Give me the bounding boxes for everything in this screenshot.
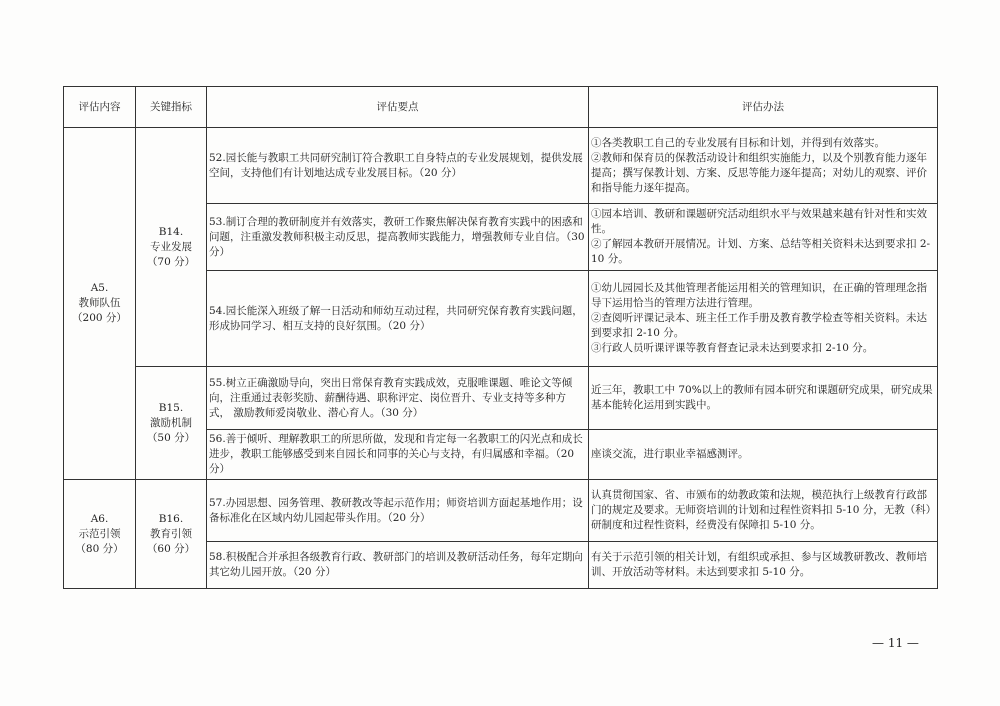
indicator-b15 — [136, 367, 207, 480]
evaluation-point: 52.园长能与教职工共同研究制订符合教职工自身特点的专业发展规划，提供发展空间，支持他们有计划地达成专业发展目标。（20 分） — [207, 128, 589, 204]
category-name: A6. — [90, 512, 109, 525]
table-row — [64, 128, 938, 204]
evaluation-table — [63, 86, 938, 589]
evaluation-method: 近三年，教职工中 70%以上的教师有园本研究和课题研究成果，研究成果基本能转化运用到实践中。 — [589, 367, 938, 430]
table-row — [64, 480, 938, 542]
method-line: ①各类教职工自己的专业发展有目标和计划，并得到有效落实。 — [591, 136, 885, 149]
indicator-score: （50 分） — [146, 431, 196, 444]
category-a5 — [64, 128, 136, 480]
category-a6 — [64, 480, 136, 589]
evaluation-method — [589, 271, 938, 367]
indicator-title: 专业发展 — [150, 240, 192, 253]
header-method: 评估办法 — [589, 87, 938, 128]
evaluation-point: 55.树立正确激励导向，突出日常保育教育实践成效，克服唯课题、唯论文等倾向，注重通过表彰奖励、薪酬待遇、职称评定、岗位晋升、专业支持等多种方式， 激励教师爱岗敬业、潜心育人。（30 分） — [207, 367, 589, 430]
indicator-code: B14. — [158, 225, 184, 238]
method-line: ①幼儿园园长及其他管理者能运用相关的管理知识，在正确的管理理念指导下运用恰当的管理方法进行管理。 — [591, 282, 927, 309]
header-indicator: 关键指标 — [136, 87, 207, 128]
evaluation-point: 56.善于倾听、理解教职工的所思所做，发现和肯定每一名教职工的闪光点和成长进步，教职工能够感受到来自园长和同事的关心与支持，有归属感和幸福。（20 分） — [207, 430, 589, 480]
evaluation-method: 认真贯彻国家、省、市颁布的幼教政策和法规，模范执行上级教育行政部门的规定及要求。无师资培训的计划和过程性资料扣 5-10 分，无教（科）研制度和过程性资料，经费没有保障扣 5-10 分。 — [589, 480, 938, 542]
indicator-score: （70 分） — [146, 255, 196, 268]
evaluation-method: 座谈交流，进行职业幸福感测评。 — [589, 430, 938, 480]
evaluation-point: 57.办园思想、园务管理、教研教改等起示范作用；师资培训方面起基地作用；设备标准化在区域内幼儿园起带头作用。（20 分） — [207, 480, 589, 542]
header-points: 评估要点 — [207, 87, 589, 128]
indicator-score: （60 分） — [146, 542, 196, 555]
table-row — [64, 367, 938, 430]
page-number: — 11 — — [872, 636, 919, 650]
category-score: （200 分） — [72, 312, 127, 324]
method-line: ①园本培训、教研和课题研究活动组织水平与效果越来越有针对性和实效性。 — [591, 208, 927, 235]
method-line: ②教师和保育员的保教活动设计和组织实施能力，以及个别教育能力逐年提高；撰写保教计划、方案、反思等能力逐年提高；对幼儿的观察、评价和指导能力逐年提高。 — [591, 151, 927, 194]
evaluation-point: 58.积极配合并承担各级教育行政、教研部门的培训及教研活动任务，每年定期向其它幼儿园开放。（20 分） — [207, 542, 589, 589]
evaluation-point: 53.制订合理的教研制度并有效落实，教研工作聚焦解决保育教育实践中的困惑和问题，注重激发教师积极主动反思，提高教师实践能力，增强教师专业自信。（30 分） — [207, 204, 589, 271]
evaluation-point: 54.园长能深入班级了解一日活动和师幼互动过程，共同研究保育教育实践问题，形成协同学习、相互支持的良好氛围。（20 分） — [207, 271, 589, 367]
method-line: ②查阅听评课记录本、班主任工作手册及教育教学检查等相关资料。未达到要求扣 2-10 分。 — [591, 312, 927, 339]
category-title: 示范引领 — [78, 527, 121, 540]
header-row — [64, 87, 938, 128]
method-line: ③行政人员听课评课等教育督查记录未达到要求扣 2-10 分。 — [591, 342, 874, 354]
category-name: A5. — [90, 282, 109, 294]
indicator-b16 — [136, 480, 207, 589]
indicator-code: B16. — [158, 512, 184, 525]
evaluation-method — [589, 204, 938, 271]
indicator-code: B15. — [158, 401, 184, 414]
header-content: 评估内容 — [64, 87, 136, 128]
indicator-b14 — [136, 128, 207, 367]
category-title: 教师队伍 — [78, 297, 121, 309]
category-score: （80 分） — [75, 542, 124, 555]
method-line: ②了解园本教研开展情况。计划、方案、总结等相关资料未达到要求扣 2-10 分。 — [591, 238, 931, 265]
evaluation-method — [589, 128, 938, 204]
evaluation-method: 有关于示范引领的相关计划，有组织或承担、参与区域教研教改、教师培训、开放活动等材料。未达到要求扣 5-10 分。 — [589, 542, 938, 589]
indicator-title: 激励机制 — [150, 416, 192, 429]
indicator-title: 教育引领 — [150, 527, 192, 540]
